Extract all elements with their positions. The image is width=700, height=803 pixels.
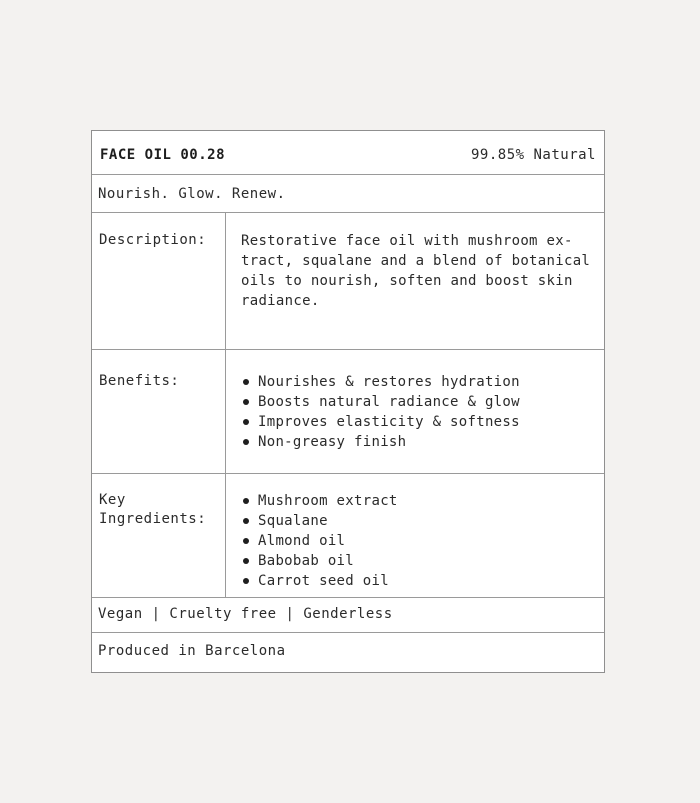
- benefit-item: Non-greasy finish: [241, 432, 596, 452]
- natural-percentage: 99.85% Natural: [470, 147, 596, 163]
- benefit-item: Nourishes & restores hydration: [241, 372, 596, 392]
- ingredient-item: Squalane: [241, 511, 596, 531]
- ingredients-label-line: Key: [99, 492, 126, 508]
- benefits-row: [92, 350, 604, 474]
- description-text: [241, 231, 596, 311]
- ingredient-item: Almond oil: [241, 531, 596, 551]
- benefits-label: Benefits:: [99, 373, 180, 389]
- product-claims: Vegan | Cruelty free | Genderless: [98, 606, 393, 622]
- ingredient-item: Mushroom extract: [241, 491, 596, 511]
- ingredient-item: Carrot seed oil: [241, 571, 596, 591]
- column-divider: [225, 474, 226, 597]
- ingredient-item: Babobab oil: [241, 551, 596, 571]
- product-name: FACE OIL 00.28: [100, 147, 226, 163]
- origin-row: [92, 633, 604, 672]
- ingredients-row: [92, 474, 604, 598]
- column-divider: [225, 213, 226, 349]
- benefit-item: Boosts natural radiance & glow: [241, 392, 596, 412]
- ingredients-label-line: Ingredients:: [99, 511, 207, 527]
- description-line: radiance.: [241, 293, 320, 309]
- description-line: oils to nourish, soften and boost skin: [241, 273, 573, 289]
- description-line: tract, squalane and a blend of botanical: [241, 253, 591, 269]
- ingredients-list-container: [241, 491, 596, 591]
- product-label-card: [91, 130, 605, 673]
- benefits-list: [241, 372, 596, 452]
- benefits-list-container: [241, 372, 596, 452]
- description-line: Restorative face oil with mushroom ex-: [241, 233, 573, 249]
- tagline-row: [92, 175, 604, 213]
- benefit-item: Improves elasticity & softness: [241, 412, 596, 432]
- description-label: Description:: [99, 232, 207, 248]
- ingredients-label: [99, 491, 219, 529]
- ingredients-list: [241, 491, 596, 591]
- production-origin: Produced in Barcelona: [98, 643, 286, 659]
- column-divider: [225, 350, 226, 473]
- label-header-row: [92, 131, 604, 175]
- description-row: [92, 213, 604, 350]
- tagline: Nourish. Glow. Renew.: [98, 186, 286, 202]
- claims-row: [92, 598, 604, 633]
